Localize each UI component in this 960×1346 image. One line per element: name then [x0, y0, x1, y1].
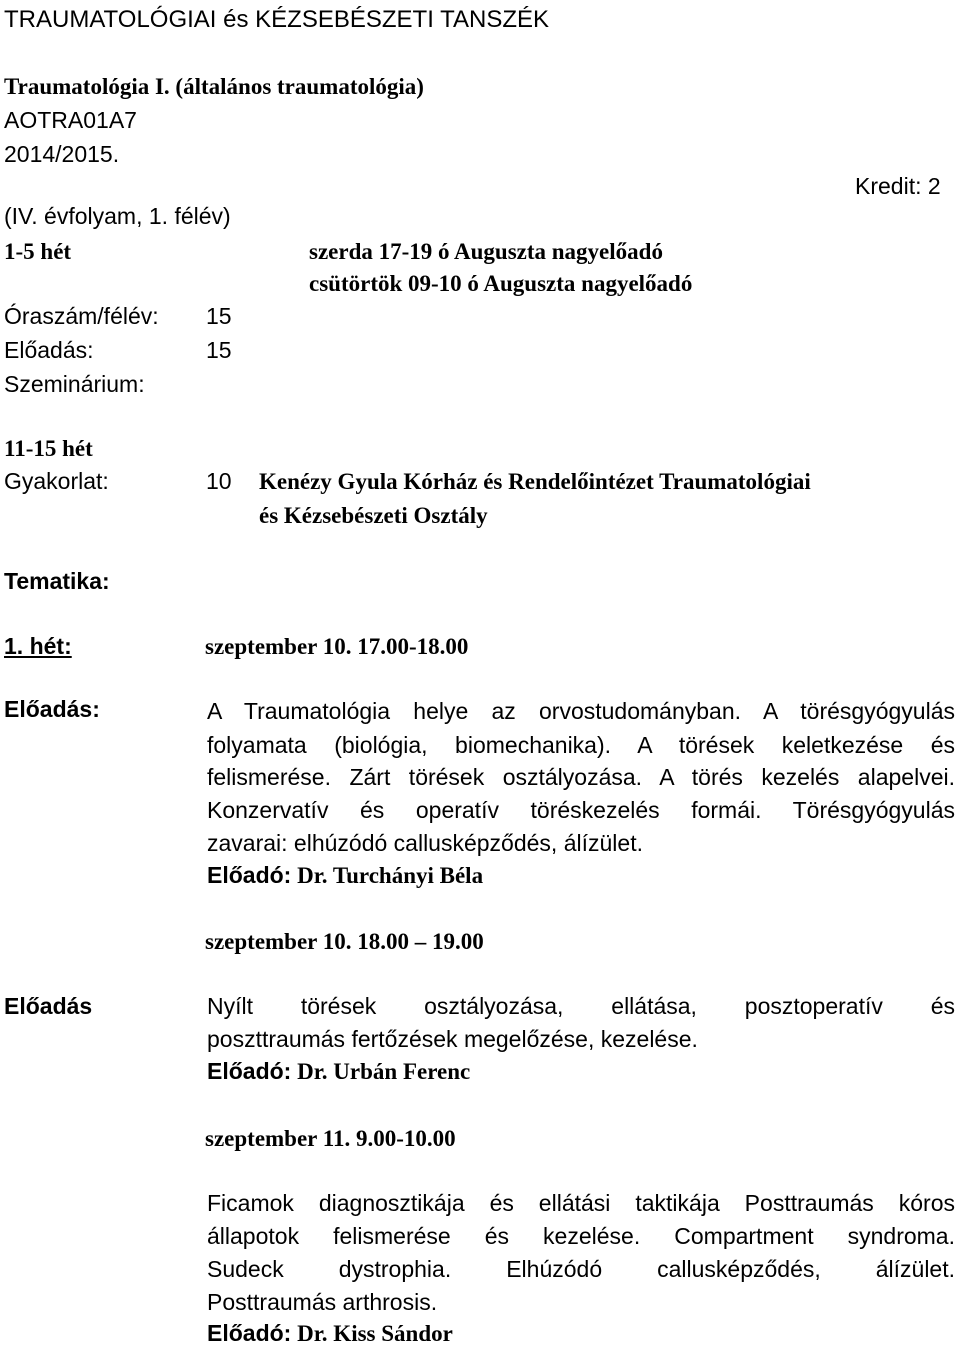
lecturer-name: Dr. Kiss Sándor [297, 1321, 453, 1346]
session-2-date: szeptember 10. 18.00 – 19.00 [205, 929, 484, 954]
lecturer-label: Előadó: [207, 1320, 292, 1346]
slot-wednesday: szerda 17-19 ó Auguszta nagyelőadó [309, 239, 663, 264]
department-title: TRAUMATOLÓGIAI és KÉZSEBÉSZETI TANSZÉK [4, 6, 550, 33]
session-1-line: Konzervatív és operatív töréskezelés formái. Törésgyógyulás [207, 797, 955, 823]
seminar-label: Szeminárium: [4, 371, 145, 397]
session-1-line: felismerése. Zárt törések osztályozása. A törés kezelés alapelvei. [207, 764, 955, 790]
session-2-lecturer [207, 1060, 470, 1083]
session-3-line: Ficamok diagnosztikája és ellátási taktikája Posttraumás kóros [207, 1190, 955, 1216]
session-3-lecturer [207, 1322, 453, 1345]
practice-place-line-1: Kenézy Gyula Kórház és Rendelőintézet Traumatológiai [259, 469, 811, 494]
session-2-line: Nyílt törések osztályozása, ellátása, posztoperatív és [207, 993, 955, 1019]
lecturer-label: Előadó: [207, 862, 292, 888]
session-1-line: zavarai: elhúzódó callusképződés, álízület. [207, 830, 643, 856]
credit: Kredit: 2 [855, 173, 941, 199]
tematika-heading: Tematika: [4, 568, 110, 594]
practice-label: Gyakorlat: [4, 468, 109, 494]
lecturer-name: Dr. Turchányi Béla [297, 863, 484, 888]
session-3-date: szeptember 11. 9.00-10.00 [205, 1126, 456, 1151]
practice-value: 10 [206, 468, 232, 494]
lecture-hours-value: 15 [206, 337, 232, 363]
course-title: Traumatológia I. (általános traumatológia) [4, 74, 424, 99]
slot-thursday: csütörtök 09-10 ó Auguszta nagyelőadó [309, 271, 693, 296]
semester: (IV. évfolyam, 1. félév) [4, 203, 231, 229]
week-1-label: 1. hét: [4, 633, 72, 659]
session-3-line: Sudeck dystrophia. Elhúzódó callusképződés, álízület. [207, 1256, 955, 1282]
session-2-line: poszttraumás fertőzések megelőzése, kezelése. [207, 1026, 698, 1052]
weeks-1-5-label: 1-5 hét [4, 239, 72, 264]
practice-place-line-2: és Kézsebészeti Osztály [259, 503, 488, 528]
session-1-type: Előadás: [4, 696, 100, 722]
lecture-hours-label: Előadás: [4, 337, 94, 363]
session-2-type: Előadás [4, 993, 93, 1019]
academic-year: 2014/2015. [4, 141, 120, 167]
hours-value: 15 [206, 303, 232, 329]
session-3-line: Posttraumás arthrosis. [207, 1289, 438, 1315]
weeks-11-15-label: 11-15 hét [4, 436, 93, 461]
session-3-line: állapotok felismerése és kezelése. Compartment syndroma. [207, 1223, 955, 1249]
course-code: AOTRA01A7 [4, 107, 137, 133]
session-1-line: A Traumatológia helye az orvostudományban. A törésgyógyulás [207, 698, 955, 724]
session-1-date: szeptember 10. 17.00-18.00 [205, 634, 469, 659]
hours-label: Óraszám/félév: [4, 303, 159, 329]
session-1-lecturer [207, 864, 483, 887]
session-1-line: folyamata (biológia, biomechanika). A törések keletkezése és [207, 732, 955, 758]
lecturer-label: Előadó: [207, 1058, 292, 1084]
lecturer-name: Dr. Urbán Ferenc [297, 1059, 471, 1084]
